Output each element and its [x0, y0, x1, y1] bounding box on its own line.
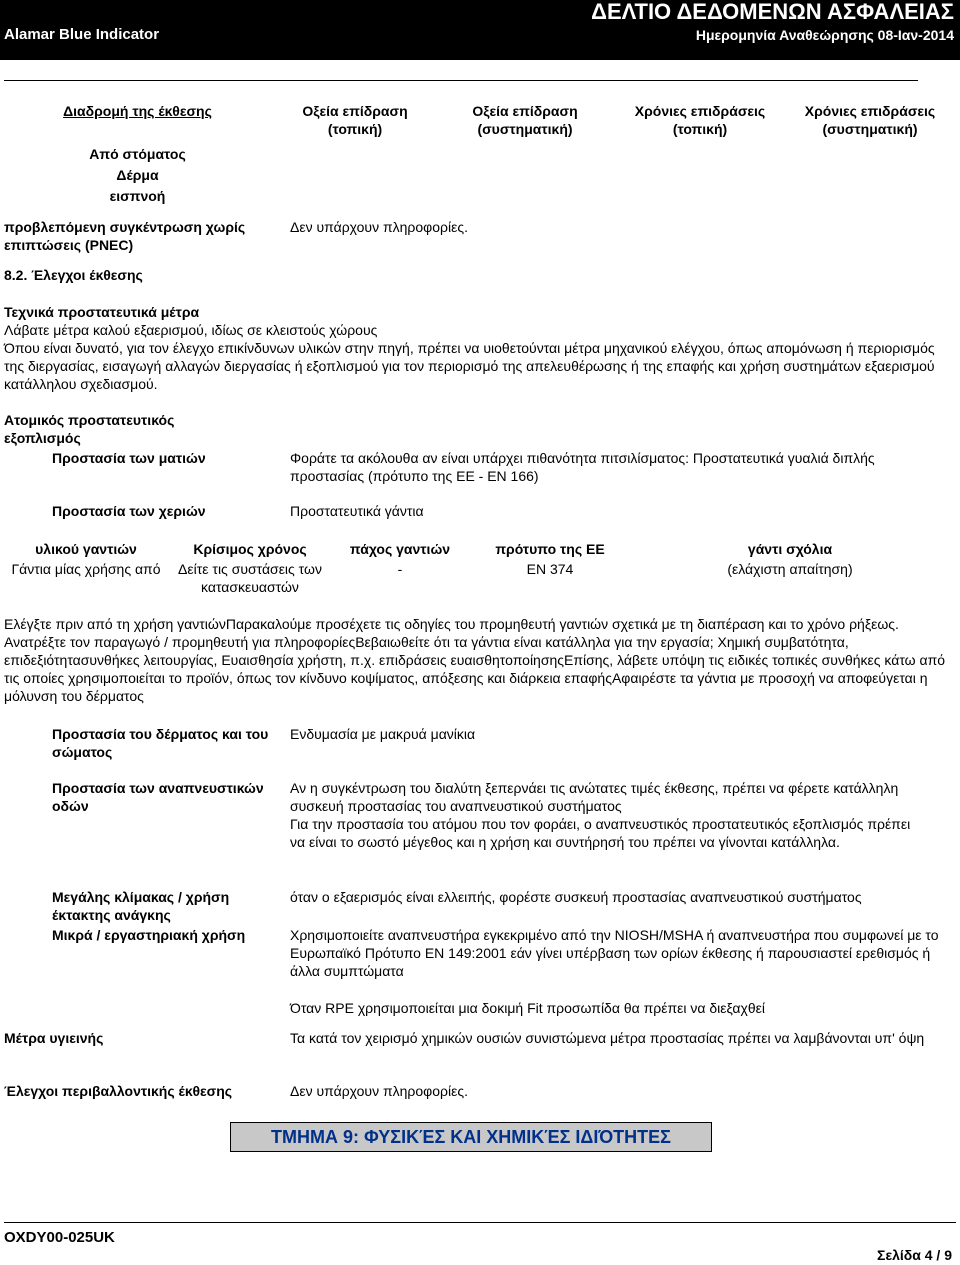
col-chronic-systemic: Χρόνιες επιδράσεις (συστηματική) — [804, 103, 936, 137]
eye-protection-label: Προστασία των ματιών — [52, 450, 206, 466]
glove-breakthrough-value: Δείτε τις συστάσεις των κατασκευαστών — [178, 561, 322, 595]
hygiene-measures-label: Μέτρα υγιεινής — [4, 1030, 104, 1046]
glove-note: Ελέγξτε πριν από τη χρήση γαντιώνΠαρακαλούμε προσέχετε τις οδηγίες του προμηθευτή γαντιών σχετικά με τη διαπέραση και το χρόνο ρήξεως. Ανατρέξτε τον παραγωγό / προμηθευτή για πληροφορίεςΒεβαιωθείτε ότι τα γάντια είναι κατάλληλα για την εργασία; Χημική συμβατότητα, επιδεξιότητασυνθήκες λειτουργίας, Ευαισθησία χρήστη, π.χ. επιδράσεις ευαισθητοποίησηςΕπίσης, λάβετε υπόψη τις ειδικές τοπικές συνθήκες κάτω από τις οποίες χρησιμοποιείται το προϊόν, όπως τον κίνδυνο κοψίματος, απόξεσης και διάρκεια επαφήςΑφαιρέστε τα γάντια με προσοχή να αποφεύγεται η μόλυνση του δέρματος — [4, 616, 946, 704]
tech-measures-heading: Τεχνικά προστατευτικά μέτρα — [4, 304, 200, 320]
large-scale-value: όταν ο εξαερισμός είναι ελλειπής, φορέστε συσκευή προστασίας αναπνευστικού συστήματος — [290, 889, 862, 905]
ppe-heading: Ατομικός προστατευτικός εξοπλισμός — [4, 412, 175, 446]
route-inhalation: εισπνοή — [109, 188, 166, 204]
glove-col-breakthrough: Κρίσιμος χρόνος — [193, 541, 307, 557]
glove-col-material: υλικού γαντιών — [35, 541, 137, 557]
rpe-fit-test-note: Όταν RPE χρησιμοποιείται μια δοκιμή Fit προσωπίδα θα πρέπει να διεξαχθεί — [290, 1000, 765, 1016]
header-rule — [4, 80, 918, 81]
hand-protection-label: Προστασία των χεριών — [52, 503, 206, 519]
product-name: Alamar Blue Indicator — [4, 26, 160, 43]
hygiene-measures-value: Τα κατά τον χειρισμό χημικών ουσιών συνιστώμενα μέτρα προστασίας πρέπει να λαμβάνονται υπ' όψη — [290, 1030, 925, 1046]
pnec-value: Δεν υπάρχουν πληροφορίες. — [290, 219, 468, 235]
glove-col-standard: πρότυπο της ΕΕ — [495, 541, 605, 557]
exposure-route-heading: Διαδρομή της έκθεσης — [63, 103, 212, 119]
glove-col-comments: γάντι σχόλια — [747, 541, 833, 557]
small-scale-value: Χρησιμοποιείτε αναπνευστήρα εγκεκριμένο από την NIOSH/MSHA ή αναπνευστήρα που συμφωνεί με το Ευρωπαϊκό Πρότυπο EN 149:2001 εάν γίνει υπέρβαση των ορίων έκθεσης ή παρουσιαστεί ερεθισμός ή άλλα συμπτώματα — [290, 927, 939, 979]
large-scale-label: Μεγάλης κλίμακας / χρήση έκτακτης ανάγκης — [52, 889, 230, 923]
section-8-2-heading: 8.2. Έλεγχοι έκθεσης — [4, 267, 143, 283]
glove-comments-value: (ελάχιστη απαίτηση) — [727, 561, 853, 577]
glove-material-value: Γάντια μίας χρήσης από — [11, 561, 161, 577]
col-acute-local: Οξεία επίδραση (τοπική) — [302, 103, 408, 137]
section-9-title-bar — [230, 1122, 712, 1152]
section-9-title: ΤΜΗΜΑ 9: ΦΥΣΙΚΈΣ ΚΑΙ ΧΗΜΙΚΈΣ ΙΔΙΌΤΗΤΕΣ — [271, 1127, 671, 1147]
tech-measures-line-2: Όπου είναι δυνατό, για τον έλεγχο επικίνδυνων υλικών στην πηγή, πρέπει να υιοθετούνται μέτρα μηχανικού ελέγχου, όπως απομόνωση ή περιορισμός της διεργασίας, εισαγωγή αλλαγών διεργασίας ή εξοπλισμού για τον περιορισμό της απελευθέρωσης ή της επαφής και χρήση συστημάτων εξαερισμού κατάλληλου σχεδιασμού. — [4, 340, 935, 392]
route-oral: Από στόματος — [89, 146, 186, 162]
glove-standard-value: EN 374 — [526, 561, 574, 577]
document-code: OXDY00-025UK — [4, 1229, 115, 1246]
col-chronic-local: Χρόνιες επιδράσεις (τοπική) — [634, 103, 766, 137]
tech-measures-line-1: Λάβατε μέτρα καλού εξαερισμού, ιδίως σε κλειστούς χώρους — [4, 322, 378, 338]
hand-protection-value: Προστατευτικά γάντια — [290, 503, 424, 519]
document-title: ΔΕΛΤΙΟ ΔΕΔΟΜΕΝΩΝ ΑΣΦΑΛΕΙΑΣ — [591, 0, 954, 24]
glove-thickness-value: - — [397, 561, 403, 577]
page-number: Σελίδα 4 / 9 — [877, 1247, 952, 1263]
skin-protection-value: Ενδυμασία με μακρυά μανίκια — [290, 726, 476, 742]
skin-protection-label: Προστασία του δέρματος και του σώματος — [52, 726, 269, 760]
footer-rule — [4, 1222, 956, 1223]
glove-col-thickness: πάχος γαντιών — [349, 541, 451, 557]
eye-protection-value: Φοράτε τα ακόλουθα αν είναι υπάρχει πιθανότητα πιτσιλίσματος: Προστατευτικά γυαλιά διπλής προστασίας (πρότυπο της ΕΕ - EN 166) — [290, 450, 875, 484]
exposure-routes — [40, 144, 235, 207]
revision-date: Ημερομηνία Αναθεώρησης 08-Ιαν-2014 — [695, 27, 954, 43]
route-skin: Δέρμα — [116, 167, 159, 183]
environmental-controls-label: Έλεγχοι περιβαλλοντικής έκθεσης — [4, 1083, 233, 1099]
environmental-controls-value: Δεν υπάρχουν πληροφορίες. — [290, 1083, 468, 1099]
respiratory-protection-value: Αν η συγκέντρωση του διαλύτη ξεπερνάει τις ανώτατες τιμές έκθεσης, πρέπει να φέρετε κατάλληλη συσκευή προστασίας του αναπνευστικού συστήματος Για την προστασία του ατόμου που τον φοράει, ο αναπνευστικός προστατευτικός εξοπλισμός πρέπει να είναι το σωστό μέγεθος και η χρήση και συντήρησή του πρέπει να γίνονται κατάλληλα. — [290, 780, 911, 850]
respiratory-protection-label: Προστασία των αναπνευστικών οδών — [52, 780, 264, 814]
pnec-label: προβλεπόμενη συγκέντρωση χωρίς επιπτώσεις (PNEC) — [4, 219, 246, 253]
small-scale-label: Μικρά / εργαστηριακή χρήση — [52, 927, 246, 943]
col-acute-systemic: Οξεία επίδραση (συστηματική) — [472, 103, 578, 137]
